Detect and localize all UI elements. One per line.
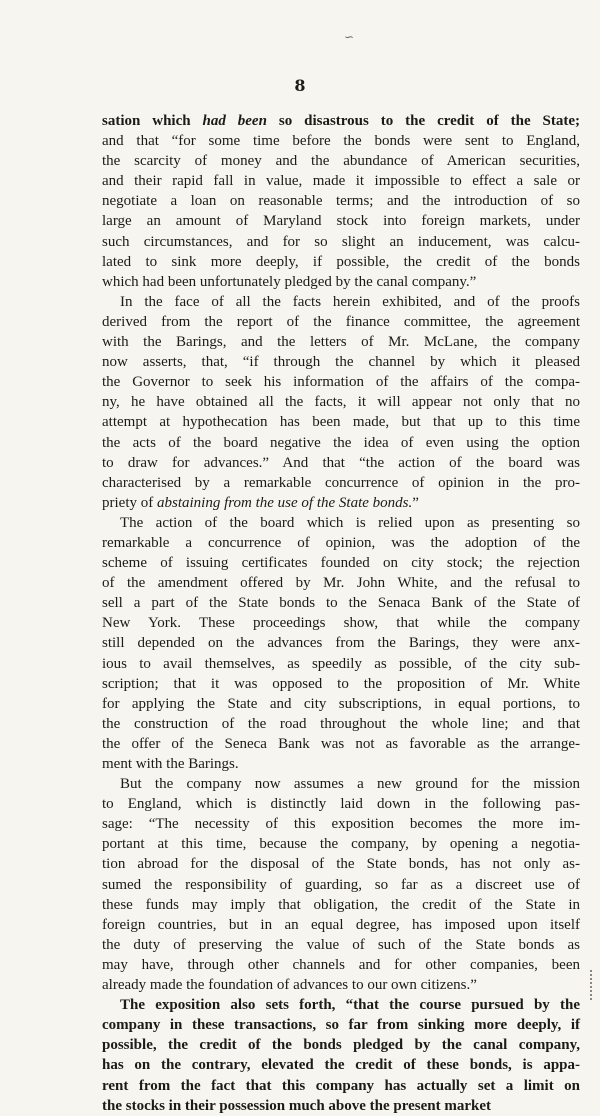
text-line bbox=[102, 754, 580, 774]
paragraph bbox=[102, 111, 580, 292]
text-line bbox=[102, 774, 580, 794]
text-run: priety of bbox=[102, 494, 157, 511]
text-run: the Governor to seek his information of the affairs of the compa- bbox=[102, 374, 580, 391]
paragraph bbox=[102, 513, 580, 774]
text-line bbox=[102, 633, 580, 653]
text-line bbox=[102, 814, 580, 834]
text-run: attempt at hypothecation has been made, but that up to this time bbox=[102, 414, 580, 431]
text-run: The action of the board which is relied upon as presenting so bbox=[120, 514, 580, 531]
text-line bbox=[102, 714, 580, 734]
text-line bbox=[102, 674, 580, 694]
text-run: characterised by a remarkable concurrence of opinion in the pro- bbox=[102, 474, 580, 491]
text-run: large an amount of Maryland stock into foreign markets, under bbox=[102, 213, 580, 230]
text-line bbox=[102, 875, 580, 895]
text-line bbox=[102, 352, 580, 372]
text-run: company in these transactions, so far from sinking more deeply, if bbox=[102, 1017, 580, 1034]
text-line bbox=[102, 553, 580, 573]
text-run: New York. These proceedings show, that while the company bbox=[102, 615, 580, 632]
paragraph bbox=[102, 292, 580, 513]
text-run: of the amendment offered by Mr. John White, and the refusal to bbox=[102, 575, 580, 592]
text-run: the acts of the board negative the idea of even using the option bbox=[102, 434, 580, 451]
text-line bbox=[102, 834, 580, 854]
text-run: and that “for some time before the bonds were sent to England, bbox=[102, 133, 580, 150]
text-run: now asserts, that, “if through the channel by which it pleased bbox=[102, 354, 580, 371]
text-run: ny, he have obtained all the facts, it will appear not only that no bbox=[102, 394, 580, 411]
text-run: The exposition also sets forth, “that the course pursued by the bbox=[120, 997, 580, 1014]
text-run: possible, the credit of the bonds pledged by the canal company, bbox=[102, 1037, 580, 1054]
text-run: tion abroad for the disposal of the State bonds, has not only as- bbox=[102, 856, 580, 873]
text-line bbox=[102, 232, 580, 252]
text-run: to draw for advances.” And that “the action of the board was bbox=[102, 454, 580, 471]
text-run: sage: “The necessity of this exposition becomes the more im- bbox=[102, 816, 580, 833]
text-line bbox=[102, 272, 580, 292]
text-run: the duty of preserving the value of such of the State bonds as bbox=[102, 936, 580, 953]
text-run: sation which bbox=[102, 113, 203, 129]
text-line bbox=[102, 1076, 580, 1096]
text-run: rent from the fact that this company has actually set a limit on bbox=[102, 1077, 580, 1094]
text-line bbox=[102, 613, 580, 633]
text-run: scription; that it was opposed to the proposition of Mr. White bbox=[102, 675, 580, 692]
text-line bbox=[102, 1035, 580, 1055]
text-run: lated to sink more deeply, if possible, the credit of the bonds bbox=[102, 253, 580, 270]
printer-mark: ∽ bbox=[344, 30, 355, 44]
italic-run: abstaining from the use of the State bonds. bbox=[156, 494, 413, 511]
text-line bbox=[102, 412, 580, 432]
text-run: foreign countries, but in an equal degree, has imposed upon itself bbox=[102, 916, 580, 933]
text-line bbox=[102, 372, 580, 392]
text-run: But the company now assumes a new ground for the mission bbox=[120, 776, 580, 793]
text-line bbox=[102, 392, 580, 412]
text-line bbox=[102, 433, 580, 453]
text-line bbox=[102, 1055, 580, 1075]
text-line bbox=[102, 151, 580, 171]
text-run: may have, through other channels and for other companies, been bbox=[102, 956, 580, 973]
text-run: In the face of all the facts herein exhibited, and of the proofs bbox=[120, 293, 580, 310]
text-line bbox=[102, 171, 580, 191]
text-run: sell a part of the State bonds to the Senaca Bank of the State of bbox=[102, 595, 580, 612]
text-run: portant at this time, because the company, by opening a negotia- bbox=[102, 836, 580, 853]
text-run: and their rapid fall in value, made it impossible to effect a sale or bbox=[102, 173, 580, 190]
text-run: such circumstances, and for so slight an inducement, was calcu- bbox=[102, 233, 580, 250]
text-line bbox=[102, 573, 580, 593]
text-line bbox=[102, 935, 580, 955]
text-run: remarkable a concurrence of opinion, was the adoption of the bbox=[102, 534, 580, 551]
text-line bbox=[102, 493, 580, 513]
text-line bbox=[102, 1096, 580, 1116]
text-run: ” bbox=[412, 494, 419, 511]
text-run: ious to avail themselves, as speedily as possible, of the city sub- bbox=[102, 655, 580, 672]
text-run: scheme of issuing certificates founded on city stock; the rejection bbox=[102, 555, 580, 572]
text-line bbox=[102, 533, 580, 553]
text-run: negotiate a loan on reasonable terms; and the introduction of so bbox=[102, 193, 580, 210]
text-run: ment with the Barings. bbox=[102, 756, 239, 772]
text-line bbox=[102, 111, 580, 131]
text-line bbox=[102, 654, 580, 674]
text-line bbox=[102, 211, 580, 231]
text-run: the scarcity of money and the abundance of American securities, bbox=[102, 153, 580, 170]
text-line bbox=[102, 915, 580, 935]
text-line bbox=[102, 513, 580, 533]
text-line bbox=[102, 854, 580, 874]
text-line bbox=[102, 292, 580, 312]
text-line bbox=[102, 252, 580, 272]
margin-mark bbox=[590, 970, 598, 1000]
text-line bbox=[102, 694, 580, 714]
text-line bbox=[102, 895, 580, 915]
text-line bbox=[102, 794, 580, 814]
text-run: which had been unfortunately pledged by the canal company.” bbox=[102, 273, 477, 290]
text-line bbox=[102, 995, 580, 1015]
text-line bbox=[102, 332, 580, 352]
text-line bbox=[102, 955, 580, 975]
text-run: so disastrous to the credit of the State; bbox=[266, 113, 581, 129]
text-run: the construction of the road throughout the whole line; and that bbox=[102, 715, 580, 732]
text-line bbox=[102, 473, 580, 493]
text-run: for applying the State and city subscriptions, in equal portions, to bbox=[102, 695, 580, 712]
text-run: the offer of the Seneca Bank was not as favorable as the arrange- bbox=[102, 735, 580, 752]
paragraph bbox=[102, 774, 580, 995]
text-line bbox=[102, 131, 580, 151]
text-run: sumed the responsibility of guarding, so far as a discreet use of bbox=[102, 876, 580, 893]
text-line bbox=[102, 453, 580, 473]
italic-run: had been bbox=[202, 113, 267, 129]
text-run: has on the contrary, elevated the credit of these bonds, is appa- bbox=[102, 1057, 580, 1074]
text-run: the stocks in their possession much above the present market bbox=[102, 1097, 492, 1114]
text-line bbox=[102, 734, 580, 754]
text-line bbox=[102, 1015, 580, 1035]
text-line bbox=[102, 191, 580, 211]
text-run: with the Barings, and the letters of Mr. McLane, the company bbox=[102, 334, 580, 351]
text-run: still depended on the advances from the Barings, they were anx- bbox=[102, 635, 580, 652]
paragraph bbox=[102, 995, 580, 1116]
text-line bbox=[102, 312, 580, 332]
text-run: to England, which is distinctly laid down in the following pas- bbox=[102, 796, 580, 813]
text-line bbox=[102, 975, 580, 995]
text-run: already made the foundation of advances to our own citizens.” bbox=[102, 977, 477, 994]
text-run: these funds may imply that obligation, the credit of the State in bbox=[102, 896, 580, 913]
text-run: derived from the report of the finance committee, the agreement bbox=[102, 313, 580, 330]
text-line bbox=[102, 593, 580, 613]
page-number: 8 bbox=[294, 76, 306, 95]
body-text bbox=[102, 111, 580, 1116]
